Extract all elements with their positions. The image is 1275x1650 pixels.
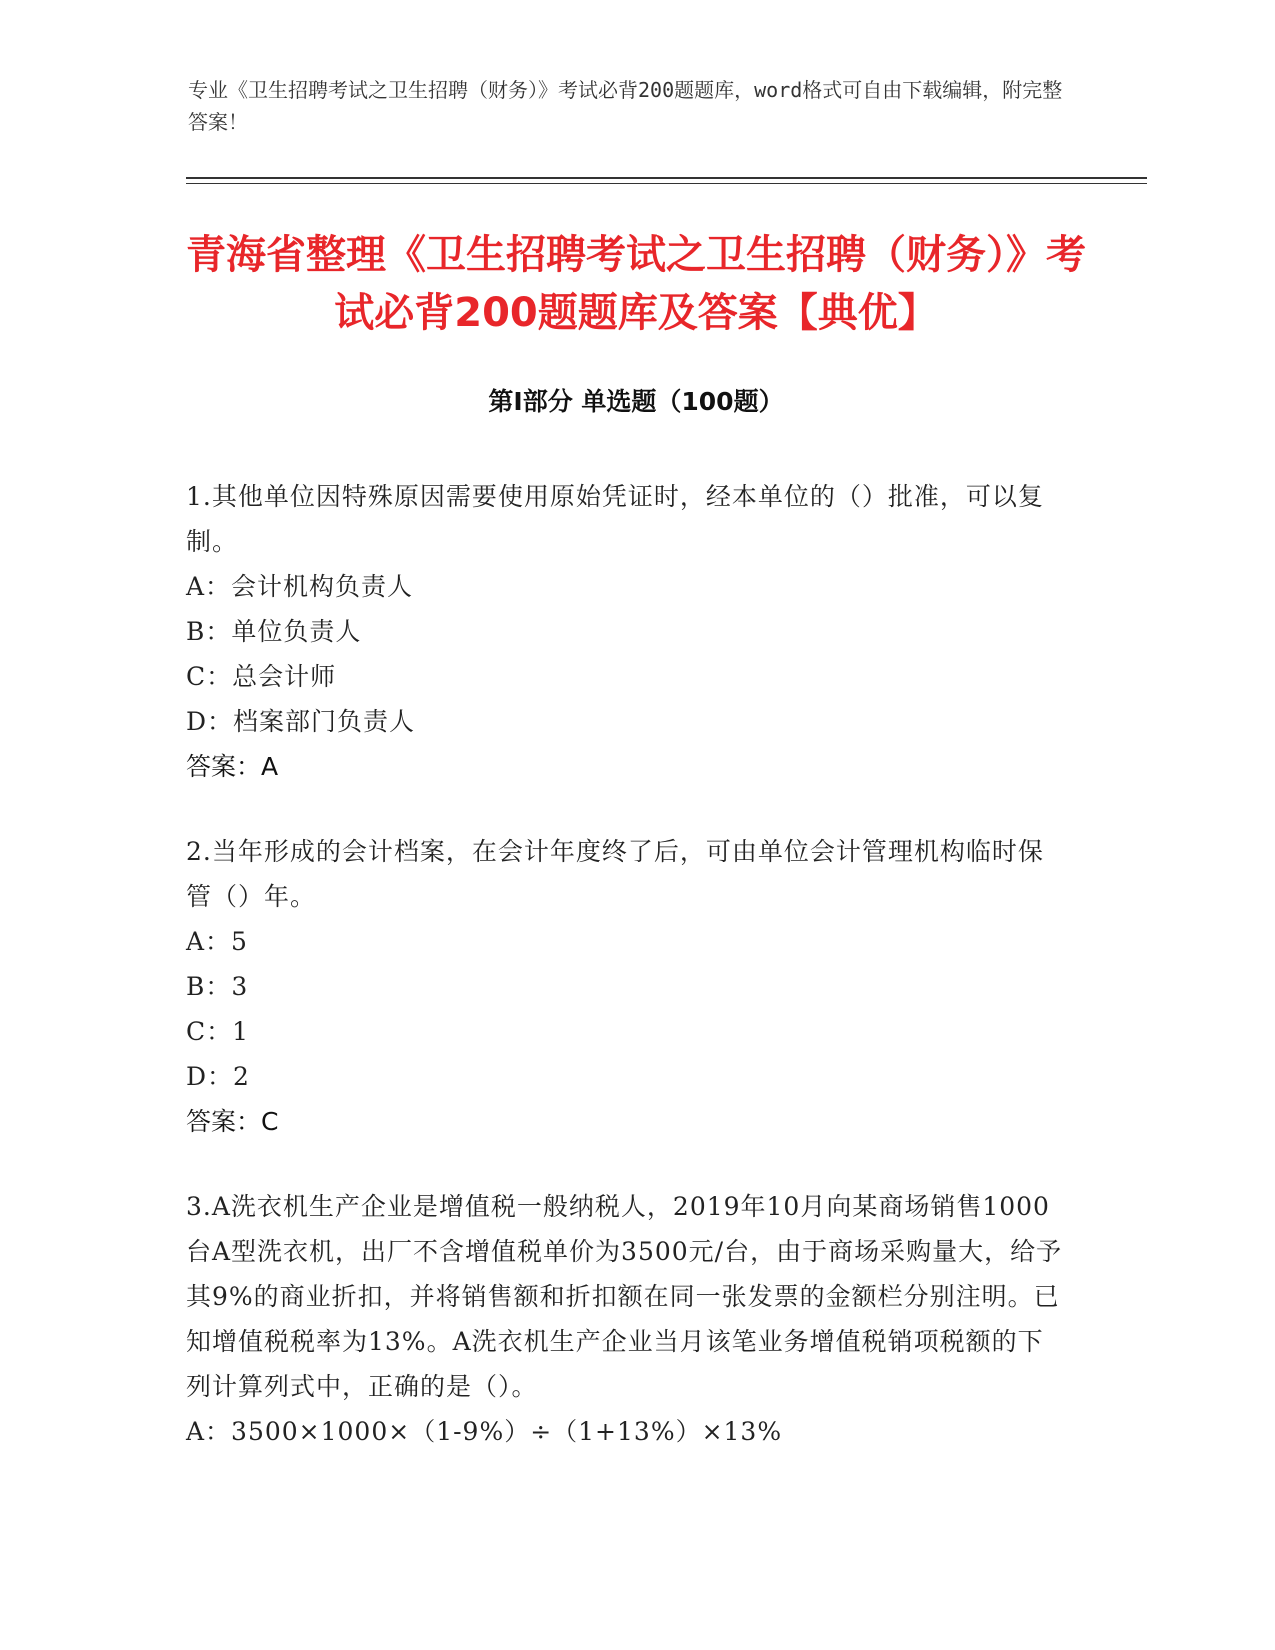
question-2 bbox=[186, 829, 1066, 1144]
header-note: 专业《卫生招聘考试之卫生招聘（财务）》考试必背200题题库，word格式可自由下载编辑，附完整答案！ bbox=[188, 78, 1063, 134]
question-list bbox=[186, 474, 1066, 1494]
answer: 答案：C bbox=[186, 1107, 279, 1136]
header-divider-thin bbox=[186, 183, 1147, 184]
option-a: A：会计机构负责人 bbox=[186, 572, 414, 601]
option-c: C：1 bbox=[186, 1017, 250, 1046]
question-1 bbox=[186, 474, 1066, 789]
document-title: 青海省整理《卫生招聘考试之卫生招聘（财务）》考试必背200题题库及答案【典优】 bbox=[186, 232, 1086, 336]
question-text: 1.其他单位因特殊原因需要使用原始凭证时，经本单位的（）批准，可以复制。 bbox=[186, 482, 1044, 556]
option-c: C：总会计师 bbox=[186, 662, 337, 691]
option-b: B：3 bbox=[186, 972, 249, 1001]
option-d: D：2 bbox=[186, 1062, 250, 1091]
question-text: 3.A洗衣机生产企业是增值税一般纳税人，2019年10月向某商场销售1000台A型洗衣机，出厂不含增值税单价为3500元/台，由于商场采购量大，给予其9%的商业折扣，并将销售额和折扣额在同一张发票的金额栏分别注明。已知增值税税率为13%。A洗衣机生产企业当月该笔业务增值税销项税额的下列计算列式中，正确的是（）。 bbox=[186, 1192, 1063, 1401]
question-3 bbox=[186, 1184, 1066, 1454]
option-a: A：5 bbox=[186, 927, 248, 956]
option-a: A：3500×1000×（1-9%）÷（1+13%）×13% bbox=[186, 1417, 783, 1446]
question-text: 2.当年形成的会计档案，在会计年度终了后，可由单位会计管理机构临时保管（）年。 bbox=[186, 837, 1044, 911]
option-d: D：档案部门负责人 bbox=[186, 707, 416, 736]
header-divider-thick bbox=[186, 177, 1147, 179]
section-title: 第I部分 单选题（100题） bbox=[488, 387, 784, 416]
answer: 答案：A bbox=[186, 752, 279, 781]
option-b: B：单位负责人 bbox=[186, 617, 362, 646]
